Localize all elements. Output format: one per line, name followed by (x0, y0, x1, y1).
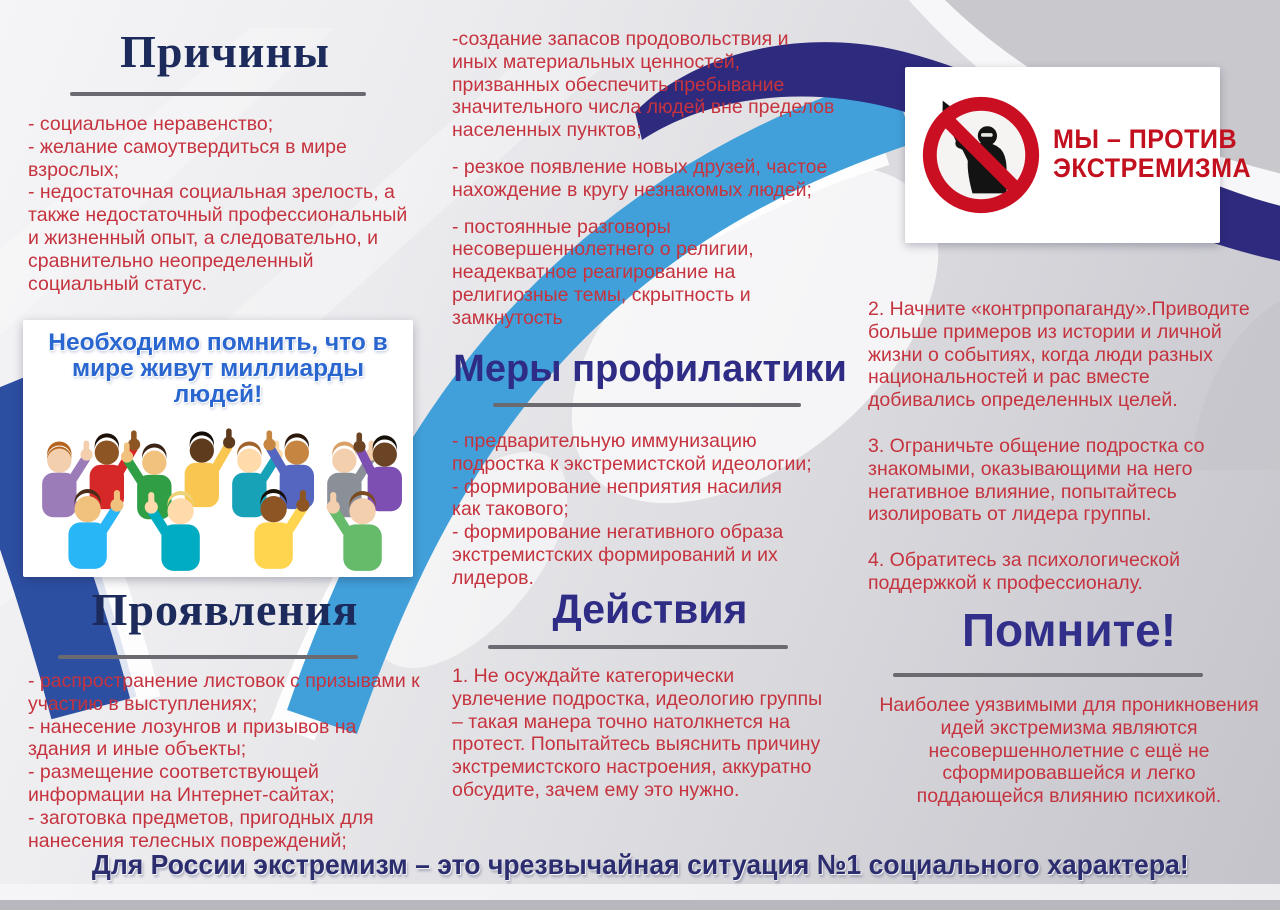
cause-item: - желание самоутвердиться в мире взрослых; (28, 135, 347, 181)
photo-caption: Необходимо помнить, что в мире живут миллиарды людей! (48, 329, 388, 408)
action-item: 1. Не осуждайте категорически увлечение подростка, идеологию группы – такая манера точно натолкнется на протест. Попытайтесь выяснить причину экстремистского настроения, аккуратно обсудите, зачем ему это нужно. (452, 665, 823, 801)
warning-sign-item: - резкое появление новых друзей, частое нахождение в кругу незнакомых людей; (452, 155, 828, 201)
manifestation-item: - размещение соответствующей информации на Интернет-сайтах; (28, 761, 335, 806)
manifestation-item: - распространение листовок с призывами к участию в выступлениях; (28, 670, 420, 715)
prevention-item: - предварительную иммунизацию подростка к экстремистской идеологии; (452, 430, 812, 475)
prevention-title-underline (493, 403, 801, 407)
warning-signs-list (452, 28, 838, 344)
logo-text-line2: ЭКСТРЕМИЗМА (1053, 153, 1252, 183)
actions-list (452, 665, 832, 816)
footer-banner-text: Для России экстремизм – это чрезвычайная ситуация №1 социального характера! (91, 849, 1189, 880)
manifestations-list (28, 670, 424, 852)
manifestations-title: Проявления (91, 584, 359, 635)
warning-sign-item: - постоянные разговоры несовершеннолетнего о религии, неадекватное реагирование на религиозные темы, скрытность и замкнутость (452, 215, 754, 329)
warning-sign-item: -создание запасов продовольствия и иных материальных ценностей, призванных обеспечить пребывание значительного числа людей вне пределов населенных пунктов; (452, 28, 835, 142)
children-thumbs-up-illustration (29, 412, 405, 572)
advice-item: 2. Начните «контрпропаганду».Приводите больше примеров из истории и личной жизни о событиях, когда люди разных национальностей и рас вместе добивались определенных целей. (868, 298, 1250, 412)
footer-banner (0, 849, 1280, 881)
prevention-list (452, 430, 814, 590)
remember-title: Помните! (961, 604, 1177, 656)
causes-list (28, 113, 420, 295)
manifestations-title-underline (58, 655, 358, 659)
logo-text-line1: МЫ – ПРОТИВ (1053, 124, 1238, 154)
logo-text (1053, 125, 1251, 183)
cause-item: - недостаточная социальная зрелость, а также недостаточный профессиональный и жизненный опыт, а следовательно, и сравнительно неопределенный социальный статус. (28, 181, 408, 295)
remember-title-underline (893, 673, 1203, 677)
prevention-title: Меры профилактики (453, 348, 847, 390)
advice-item: 3. Ограничьте общение подростка со знакомыми, оказывающими на него негативное влияние, попытайтесь изолировать от лидера группы. (868, 434, 1205, 526)
bottom-light-strip (0, 884, 1280, 901)
children-photo-card (23, 320, 413, 577)
causes-title-underline (70, 92, 366, 96)
manifestation-item: - заготовка предметов, пригодных для нанесения телесных повреждений; (28, 806, 374, 852)
prevention-item: - формирование негативного образа экстремистских формирований и их лидеров. (452, 521, 784, 589)
remember-text: Наиболее уязвимыми для проникновения идей экстремизма являются несовершеннолетние с ещё не сформировавшейся и легко поддающейся влиянию психикой. (879, 694, 1259, 808)
cause-item: - социальное неравенство; (28, 113, 274, 135)
causes-title: Причины (120, 26, 330, 77)
advice-list (868, 298, 1262, 609)
no-extremism-logo-card (905, 67, 1252, 243)
manifestation-item: - нанесение лозунгов и призывов на здания и иные объекты; (28, 715, 357, 761)
advice-item: 4. Обратитесь за психологической поддержкой к профессионалу. (868, 549, 1181, 594)
prevention-item: - формирование неприятия насилия как такового; (452, 475, 782, 521)
actions-title: Действия (552, 586, 748, 632)
bottom-gray-strip (0, 900, 1280, 910)
no-extremism-icon (917, 91, 1045, 219)
actions-title-underline (488, 645, 788, 649)
